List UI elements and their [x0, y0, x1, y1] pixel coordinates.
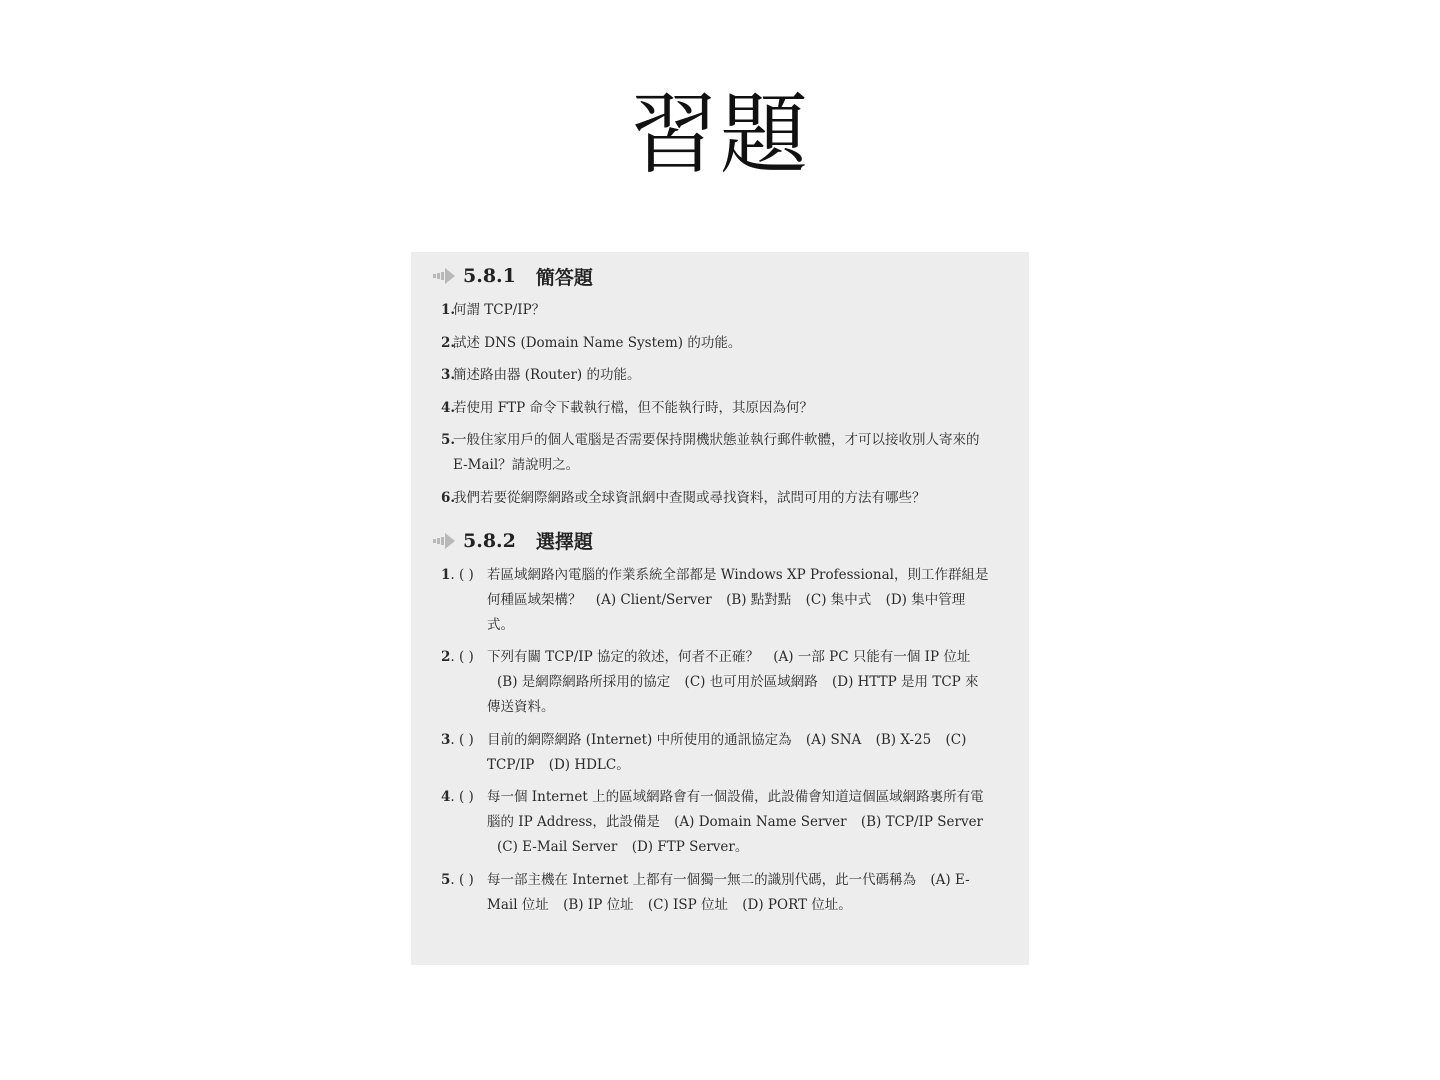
option: (B) TCP/IP Server — [860, 814, 984, 830]
question-text: 何謂 TCP/IP？ — [453, 302, 546, 318]
question-item — [433, 298, 991, 323]
option: (C) 集中式 — [805, 591, 872, 608]
question-text: 我們若要從網際網路或全球資訊網中查閱或尋找資料，試問可用的方法有哪些？ — [453, 489, 926, 506]
option: (D) FTP Server。 — [631, 839, 749, 855]
option: (D) 集中管理式。 — [487, 591, 966, 633]
question-item — [433, 486, 991, 511]
question-number: 6 . — [441, 486, 455, 511]
question-number: 2 . — [441, 331, 455, 356]
question-number: 3 . — [441, 363, 455, 388]
question-text: 若使用 FTP 命令下載執行檔，但不能執行時，其原因為何？ — [453, 399, 814, 416]
section-name: 簡答題 — [535, 266, 593, 289]
option: (A) SNA — [805, 731, 862, 748]
option: (D) HDLC。 — [548, 756, 630, 773]
question-text: 下列有關 TCP/IP 協定的敘述，何者不正確？ — [487, 649, 759, 665]
question-text: 每一個 Internet 上的區域網路會有一個設備，此設備會知道這個區域網路裏所有電腦的 IP Address，此設備是 — [487, 789, 984, 830]
choice-question — [433, 868, 991, 918]
question-number: 4 . — [441, 396, 455, 421]
question-number: 4 . ( ) — [441, 785, 474, 810]
option: (A) E-Mail 位址 — [487, 871, 970, 913]
option: (D) HTTP 是用 TCP 來傳送資料。 — [487, 674, 979, 715]
question-text: 簡述路由器 (Router) 的功能。 — [453, 367, 641, 383]
arrow-icon — [433, 266, 457, 286]
question-item — [433, 363, 991, 388]
slide-title: 習題 — [629, 83, 810, 186]
question-text: 試述 DNS (Domain Name System) 的功能。 — [453, 334, 742, 351]
question-number: 3 . ( ) — [441, 728, 474, 753]
choice-question — [433, 785, 991, 860]
option: (C) ISP 位址 — [647, 896, 728, 913]
question-number: 1 . — [441, 298, 455, 323]
choice-question — [433, 645, 991, 720]
section-number: 5.8.2 — [463, 529, 516, 552]
question-text: 每一部主機在 Internet 上都有一個獨一無二的識別代碼，此一代碼稱為 — [487, 871, 917, 888]
option: (B) IP 位址 — [563, 896, 634, 913]
question-number: 2 . ( ) — [441, 645, 474, 670]
choice-question — [433, 563, 991, 638]
option: (A) 一部 PC 只能有一個 IP 位址 — [773, 649, 971, 665]
section-name: 選擇題 — [535, 531, 593, 553]
option: (B) X-25 — [875, 731, 932, 748]
option: (A) Client/Server — [595, 591, 712, 608]
scanned-page — [411, 252, 1029, 965]
section-heading-short-answer — [433, 260, 991, 292]
option: (B) 點對點 — [726, 591, 792, 608]
question-text: 目前的網際網路 (Internet) 中所使用的通訊協定為 — [487, 731, 792, 748]
question-item — [433, 428, 991, 478]
question-item — [433, 331, 991, 356]
question-item — [433, 396, 991, 421]
question-number: 1 . ( ) — [441, 563, 474, 588]
arrow-icon — [433, 531, 457, 551]
option: (A) Domain Name Server — [674, 814, 847, 830]
question-text: 若區域網路內電腦的作業系統全部都是 Windows XP Professional，則工作群組是何種區域架構？ — [487, 566, 989, 608]
option: (B) 是網際網路所採用的協定 — [497, 674, 671, 690]
question-number: 5 . ( ) — [441, 868, 474, 893]
section-heading-multiple-choice — [433, 525, 991, 557]
option: (D) PORT 位址。 — [742, 896, 852, 913]
question-text: 一般住家用戶的個人電腦是否需要保持開機狀態並執行郵件軟體，才可以接收別人寄來的 E-Mail？請說明之。 — [453, 432, 980, 473]
section-number: 5.8.1 — [463, 265, 516, 287]
option: (C) E-Mail Server — [497, 839, 618, 855]
question-number: 5 . — [441, 428, 455, 453]
option: (C) TCP/IP — [487, 731, 967, 773]
option: (C) 也可用於區域網路 — [684, 674, 818, 690]
choice-question — [433, 728, 991, 778]
